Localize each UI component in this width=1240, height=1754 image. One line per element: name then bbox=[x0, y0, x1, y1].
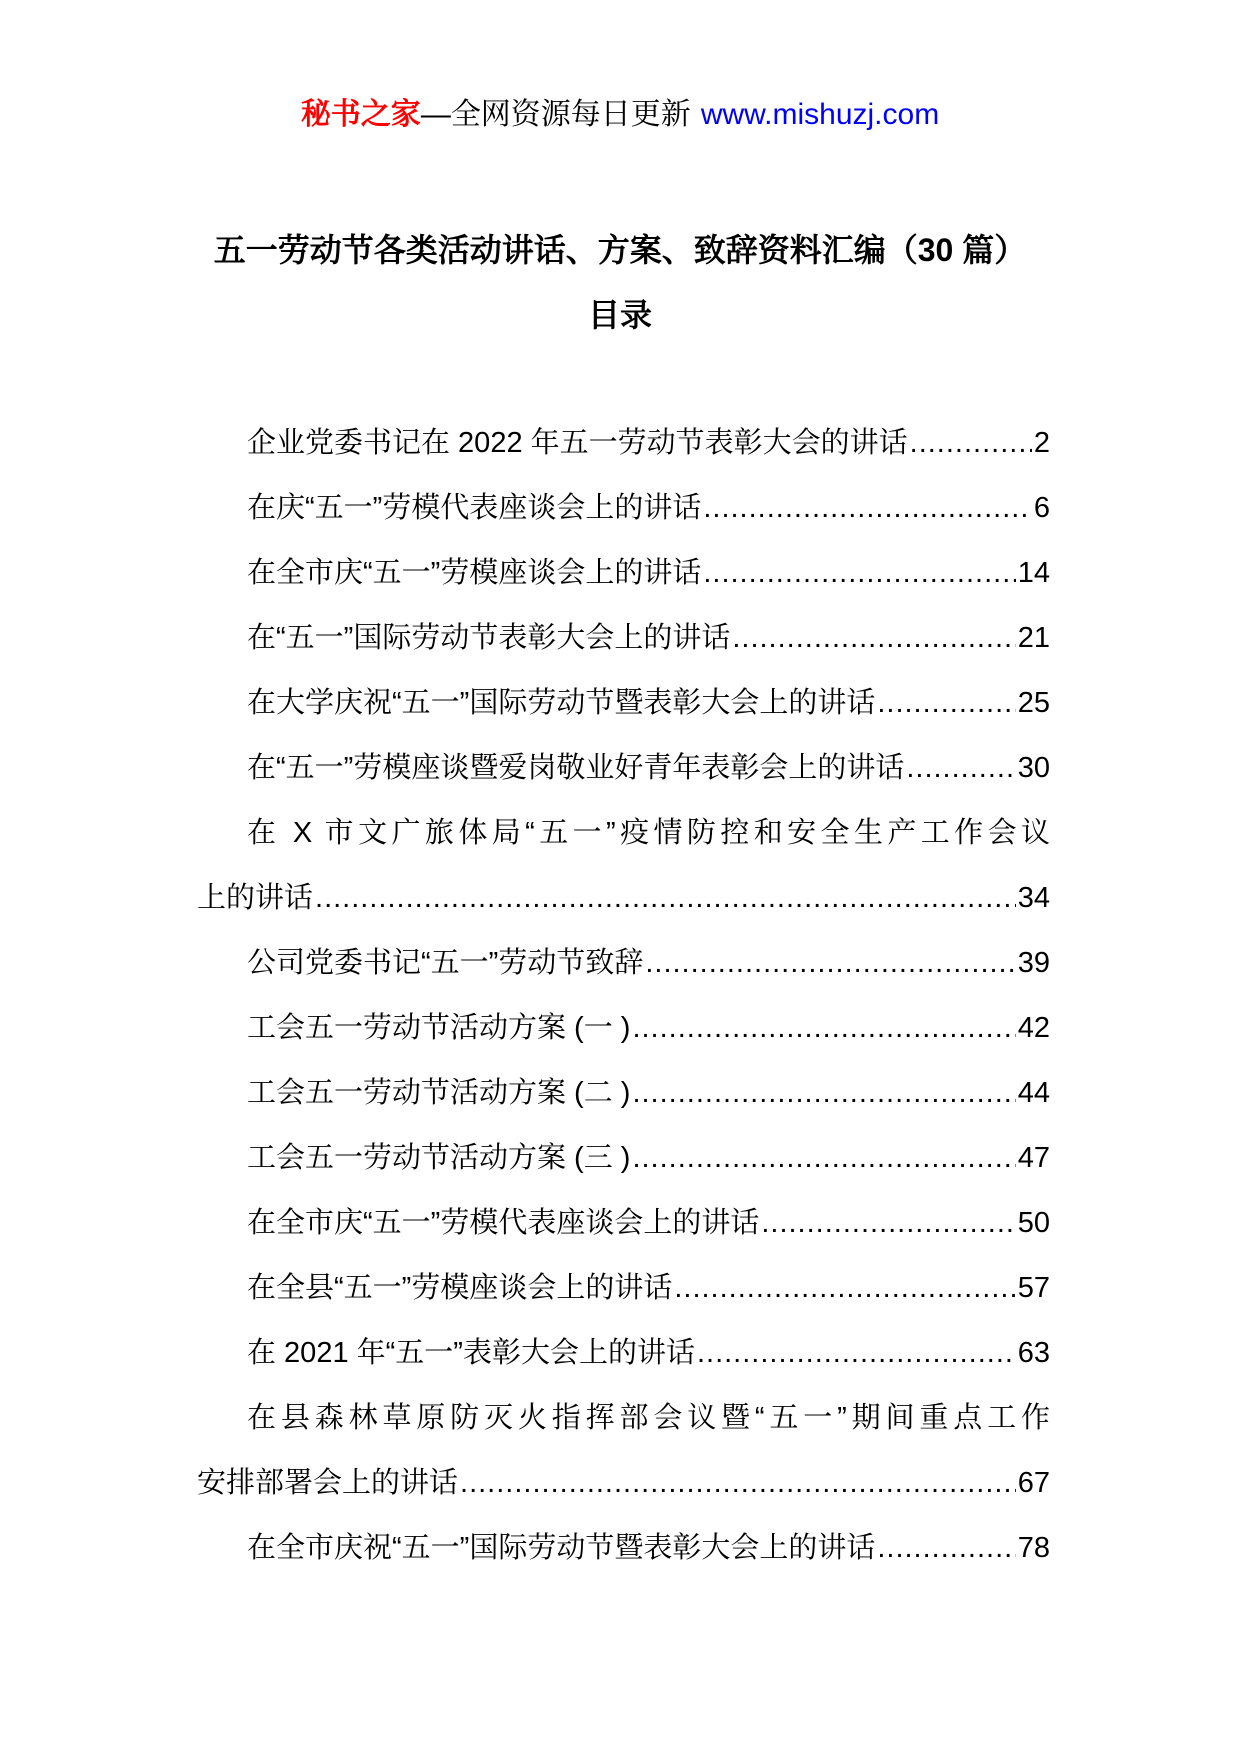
dot-leader bbox=[632, 996, 1015, 1061]
dot-leader bbox=[877, 671, 1015, 736]
toc-row bbox=[197, 1126, 1050, 1191]
dot-leader bbox=[703, 476, 1032, 541]
toc-page-number: 67 bbox=[1017, 1467, 1050, 1499]
toc-row bbox=[197, 931, 1050, 996]
toc-entry-text: 在全市庆祝“五一”国际劳动节暨表彰大会上的讲话 bbox=[247, 1532, 876, 1564]
toc-entry-text: 在“五一”劳模座谈暨爱岗敬业好青年表彰会上的讲话 bbox=[247, 752, 905, 784]
dot-leader bbox=[674, 1256, 1015, 1321]
site-tagline: —全网资源每日更新 bbox=[420, 98, 691, 131]
dot-leader bbox=[697, 1321, 1016, 1386]
toc-row bbox=[197, 671, 1050, 736]
toc-page-number: 57 bbox=[1017, 1272, 1050, 1304]
dot-leader bbox=[910, 411, 1032, 476]
toc-row bbox=[197, 1516, 1050, 1581]
toc-row bbox=[197, 606, 1050, 671]
toc-page-number: 21 bbox=[1017, 622, 1050, 654]
toc-row bbox=[197, 996, 1050, 1061]
toc-row bbox=[197, 541, 1050, 606]
toc-page-number: 78 bbox=[1017, 1532, 1050, 1564]
toc-entry-text: 在县森林草原防灭火指挥部会议暨“五一”期间重点工作 bbox=[247, 1402, 1050, 1434]
toc-entry-text: 在全县“五一”劳模座谈会上的讲话 bbox=[247, 1272, 673, 1304]
toc-page-number: 39 bbox=[1017, 947, 1050, 979]
dot-leader bbox=[645, 931, 1015, 996]
toc-list bbox=[0, 411, 1240, 1581]
dot-leader bbox=[906, 736, 1015, 801]
dot-leader bbox=[703, 541, 1015, 606]
toc-row bbox=[197, 476, 1050, 541]
toc-heading: 目录 bbox=[587, 297, 652, 333]
toc-row bbox=[197, 1321, 1050, 1386]
toc-row bbox=[197, 801, 1050, 866]
toc-row bbox=[197, 1191, 1050, 1256]
toc-entry-text: 工会五一劳动节活动方案 (一 ) bbox=[247, 1012, 631, 1044]
toc-row bbox=[197, 1386, 1050, 1451]
toc-entry-text: 上的讲话 bbox=[197, 882, 314, 914]
toc-page-number: 63 bbox=[1017, 1337, 1050, 1369]
site-url-link[interactable]: www.mishuzj.com bbox=[700, 98, 940, 131]
toc-page-number: 2 bbox=[1033, 427, 1050, 459]
dot-leader bbox=[877, 1516, 1015, 1581]
toc-row bbox=[197, 1061, 1050, 1126]
toc-row bbox=[197, 736, 1050, 801]
toc-row bbox=[197, 411, 1050, 476]
dot-leader bbox=[761, 1191, 1015, 1256]
toc-entry-text: 在 2021 年“五一”表彰大会上的讲话 bbox=[247, 1337, 695, 1369]
toc-row bbox=[197, 1451, 1050, 1516]
site-brand: 秘书之家 bbox=[300, 98, 421, 131]
dot-leader bbox=[315, 866, 1016, 931]
site-header bbox=[0, 0, 1240, 134]
toc-page-number: 47 bbox=[1017, 1142, 1050, 1174]
dot-leader bbox=[732, 606, 1015, 671]
dot-leader bbox=[632, 1126, 1015, 1191]
toc-page-number: 34 bbox=[1017, 882, 1050, 914]
toc-entry-text: 安排部署会上的讲话 bbox=[197, 1467, 459, 1499]
toc-entry-text: 在全市庆“五一”劳模座谈会上的讲话 bbox=[247, 557, 702, 589]
toc-page-number: 25 bbox=[1017, 687, 1050, 719]
toc-entry-text: 在庆“五一”劳模代表座谈会上的讲话 bbox=[247, 492, 702, 524]
toc-page-number: 44 bbox=[1017, 1077, 1050, 1109]
toc-entry-text: 工会五一劳动节活动方案 (二 ) bbox=[247, 1077, 631, 1109]
toc-entry-text: 在“五一”国际劳动节表彰大会上的讲话 bbox=[247, 622, 731, 654]
toc-entry-text: 公司党委书记“五一”劳动节致辞 bbox=[247, 947, 644, 979]
dot-leader bbox=[632, 1061, 1015, 1126]
toc-page-number: 14 bbox=[1017, 557, 1050, 589]
toc-page-number: 42 bbox=[1017, 1012, 1050, 1044]
toc-page-number: 50 bbox=[1017, 1207, 1050, 1239]
toc-row bbox=[197, 866, 1050, 931]
document-title: 五一劳动节各类活动讲话、方案、致辞资料汇编（30 篇） bbox=[213, 232, 1027, 268]
toc-entry-text: 企业党委书记在 2022 年五一劳动节表彰大会的讲话 bbox=[247, 427, 908, 459]
toc-page-number: 6 bbox=[1033, 492, 1050, 524]
toc-entry-text: 在全市庆“五一”劳模代表座谈会上的讲话 bbox=[247, 1207, 760, 1239]
toc-row bbox=[197, 1256, 1050, 1321]
toc-entry-text: 在 X 市文广旅体局“五一”疫情防控和安全生产工作会议 bbox=[247, 817, 1050, 849]
dot-leader bbox=[460, 1451, 1016, 1516]
toc-page-number: 30 bbox=[1017, 752, 1050, 784]
toc-entry-text: 在大学庆祝“五一”国际劳动节暨表彰大会上的讲话 bbox=[247, 687, 876, 719]
toc-entry-text: 工会五一劳动节活动方案 (三 ) bbox=[247, 1142, 631, 1174]
